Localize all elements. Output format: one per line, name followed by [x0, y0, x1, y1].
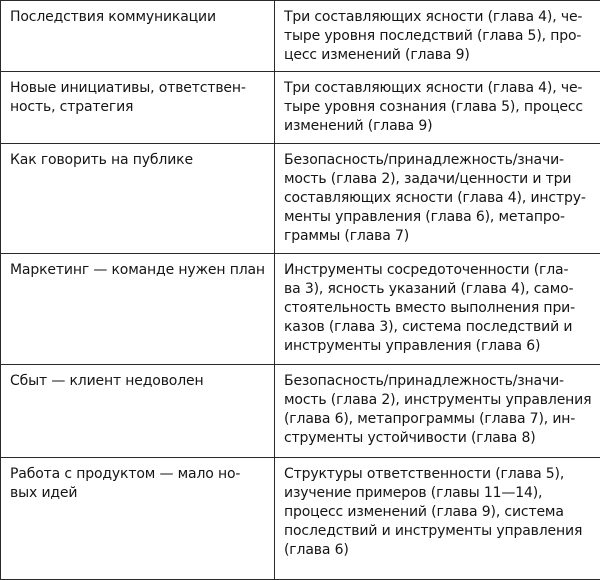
table-row — [1, 144, 600, 254]
references-cell — [275, 365, 600, 458]
table-row — [1, 458, 600, 580]
reference-line: казов (глава 3), система последствий и — [284, 318, 590, 337]
reference-line: (глава 6), метапрограммы (глава 7), ин- — [284, 410, 590, 429]
reference-line: менты управления (глава 6), метапро- — [284, 208, 590, 227]
reference-line: стоятельность вместо выполнения при- — [284, 299, 590, 318]
reference-line: Три составляющих ясности (глава 4), че- — [284, 8, 590, 27]
topic-cell — [1, 72, 275, 144]
reference-line: струменты устойчивости (глава 8) — [284, 429, 590, 448]
references-cell — [275, 1, 600, 72]
references-cell — [275, 72, 600, 144]
topic-cell — [1, 144, 275, 254]
reference-line: Инструменты сосредоточенности (гла- — [284, 261, 590, 280]
topic-line: Маркетинг — команде нужен план — [10, 261, 264, 280]
topic-line: Как говорить на публике — [10, 151, 264, 170]
reference-line: составляющих ясности (глава 4), инстру- — [284, 189, 590, 208]
reference-line: Структуры ответственности (глава 5), — [284, 465, 590, 484]
reference-line: граммы (глава 7) — [284, 227, 590, 246]
reference-line: Безопасность/принадлежность/значи- — [284, 372, 590, 391]
reference-line: (глава 6) — [284, 541, 590, 560]
topic-line: Сбыт — клиент недоволен — [10, 372, 264, 391]
topic-cell — [1, 1, 275, 72]
references-cell — [275, 458, 600, 580]
reference-line: цесс изменений (глава 9) — [284, 46, 590, 65]
reference-line: процесс изменений (глава 9), система — [284, 503, 590, 522]
topic-cell — [1, 254, 275, 365]
topic-cell — [1, 458, 275, 580]
reference-line: Три составляющих ясности (глава 4), че- — [284, 79, 590, 98]
reference-line: Безопасность/принадлежность/значи- — [284, 151, 590, 170]
topic-line: Новые инициативы, ответствен- — [10, 79, 264, 98]
reference-line: инструменты управления (глава 6) — [284, 337, 590, 356]
reference-line: изменений (глава 9) — [284, 117, 590, 136]
topic-line: Последствия коммуникации — [10, 8, 264, 27]
table-row — [1, 72, 600, 144]
topic-cell — [1, 365, 275, 458]
reference-line: тыре уровня сознания (глава 5), процесс — [284, 98, 590, 117]
topic-line: ность, стратегия — [10, 98, 264, 117]
references-cell — [275, 144, 600, 254]
table-row — [1, 1, 600, 72]
reference-line: последствий и инструменты управления — [284, 522, 590, 541]
reference-line: мость (глава 2), задачи/ценности и три — [284, 170, 590, 189]
topic-line: вых идей — [10, 484, 264, 503]
topic-line: Работа с продуктом — мало но- — [10, 465, 264, 484]
references-cell — [275, 254, 600, 365]
reference-line: мость (глава 2), инструменты управления — [284, 391, 590, 410]
reference-line: тыре уровня последствий (глава 5), про- — [284, 27, 590, 46]
reference-line: ва 3), ясность указаний (глава 4), само- — [284, 280, 590, 299]
reference-line: изучение примеров (главы 11—14), — [284, 484, 590, 503]
table-row — [1, 254, 600, 365]
table-row — [1, 365, 600, 458]
